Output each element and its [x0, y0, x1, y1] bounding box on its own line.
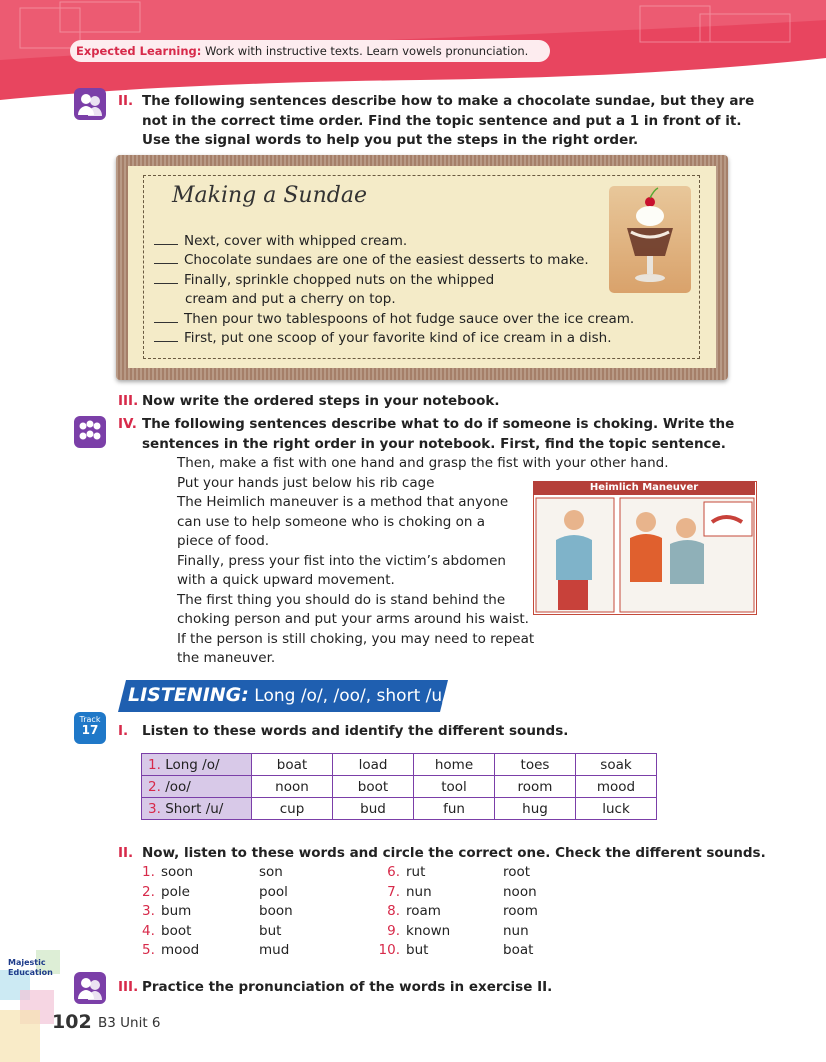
- recipe-step-continued: cream and put a cherry on top.: [185, 291, 396, 307]
- sounds-table: [141, 753, 657, 820]
- answer-blank[interactable]: [154, 232, 178, 245]
- recipe-step-text: Finally, sprinkle chopped nuts on the whipped: [184, 272, 495, 288]
- l1-instructions: Listen to these words and identify the different sounds.: [142, 723, 569, 739]
- table-cell: toes: [495, 754, 576, 776]
- table-cell: mood: [576, 776, 657, 798]
- word-option[interactable]: noon: [503, 883, 537, 900]
- pair-number: 3.: [142, 903, 155, 919]
- row-label-text: Short /u/: [165, 800, 224, 817]
- choking-line: If the person is still choking, you may need to repeat: [177, 630, 535, 647]
- word-option[interactable]: boot: [161, 922, 192, 939]
- answer-blank[interactable]: [154, 329, 178, 342]
- table-cell: noon: [252, 776, 333, 798]
- page-number: 102: [52, 1011, 92, 1033]
- ex2-number: II.: [118, 93, 134, 109]
- table-cell: hug: [495, 798, 576, 820]
- answer-blank[interactable]: [154, 251, 178, 264]
- row-label: [142, 776, 252, 798]
- word-pair: [142, 883, 288, 903]
- word-pair: [142, 863, 283, 883]
- recipe-step: [154, 271, 494, 291]
- row-number: 3.: [148, 800, 161, 817]
- table-row: [142, 776, 657, 798]
- choking-line: the maneuver.: [177, 650, 276, 666]
- word-pair: [142, 922, 282, 942]
- ex4-instructions: [142, 415, 734, 454]
- pair-number: 2.: [142, 883, 155, 900]
- group-work-icon: [74, 416, 106, 448]
- pair-work-icon: [74, 88, 106, 120]
- ex3-number: III.: [118, 393, 139, 409]
- word-option[interactable]: mood: [161, 942, 200, 958]
- l2-number: II.: [118, 845, 134, 861]
- unit-label: B3 Unit 6: [98, 1015, 161, 1031]
- word-option[interactable]: soon: [161, 864, 194, 880]
- publisher-logo: [8, 958, 53, 978]
- pair-number: 5.: [142, 942, 155, 958]
- ex2-line: not in the correct time order. Find the topic sentence and put a 1 in front of it.: [142, 112, 742, 129]
- word-option[interactable]: root: [503, 864, 531, 880]
- choking-line: The Heimlich maneuver is a method that anyone: [177, 494, 509, 510]
- listening-banner: [118, 680, 448, 712]
- word-option[interactable]: son: [259, 864, 283, 880]
- word-option[interactable]: known: [406, 922, 451, 939]
- word-pair: [376, 883, 576, 903]
- choking-line: with a quick upward movement.: [177, 572, 395, 588]
- listening-label: LISTENING:: [128, 684, 249, 706]
- table-row: [142, 798, 657, 820]
- word-pair: [142, 941, 290, 961]
- row-number: 2.: [148, 778, 161, 795]
- pair-work-icon: [74, 972, 106, 1004]
- word-pair: [376, 902, 576, 922]
- recipe-step-text: Chocolate sundaes are one of the easiest desserts to make.: [184, 252, 589, 268]
- word-pair: [376, 941, 576, 961]
- choking-line: can use to help someone who is choking on a: [177, 513, 486, 530]
- l3-instructions: Practice the pronunciation of the words in exercise II.: [142, 979, 553, 995]
- row-label-text: /oo/: [165, 778, 191, 795]
- track-number: 17: [81, 723, 99, 737]
- table-cell: luck: [576, 798, 657, 820]
- heimlich-title: Heimlich Maneuver: [533, 481, 755, 495]
- choking-line: Finally, press your fist into the victim’s abdomen: [177, 552, 506, 569]
- l1-number: I.: [118, 723, 129, 739]
- l2-instructions: Now, listen to these words and circle the correct one. Check the different sounds.: [142, 845, 766, 861]
- word-option[interactable]: boon: [259, 903, 293, 919]
- word-option[interactable]: nun: [406, 883, 432, 900]
- audio-track-icon[interactable]: [74, 712, 106, 744]
- row-label-text: Long /o/: [165, 756, 220, 773]
- word-option[interactable]: rut: [406, 864, 426, 880]
- word-pair: [376, 922, 576, 942]
- recipe-step-text: First, put one scoop of your favorite kind of ice cream in a dish.: [184, 330, 612, 346]
- pair-number: 9.: [387, 922, 400, 939]
- pair-number: 10.: [378, 942, 400, 958]
- table-cell: soak: [576, 754, 657, 776]
- answer-blank[interactable]: [154, 310, 178, 323]
- table-row: [142, 754, 657, 776]
- sundae-photo: [609, 186, 691, 293]
- choking-line: The first thing you should do is stand behind the: [177, 591, 506, 608]
- decorative-corner: [0, 930, 70, 1062]
- word-option[interactable]: pool: [259, 883, 288, 900]
- ex4-number: IV.: [118, 416, 137, 432]
- word-option[interactable]: roam: [406, 903, 441, 919]
- ex2-instructions: [142, 92, 754, 151]
- table-cell: boot: [333, 776, 414, 798]
- word-option[interactable]: mud: [259, 942, 290, 958]
- choking-line: Then, make a fist with one hand and grasp the fist with your other hand.: [177, 455, 669, 471]
- table-cell: cup: [252, 798, 333, 820]
- table-cell: load: [333, 754, 414, 776]
- expected-label: Expected Learning:: [76, 44, 202, 58]
- listening-topic: Long /o/, /oo/, short /u/: [254, 686, 448, 706]
- choking-line: Put your hands just below his rib cage: [177, 474, 435, 491]
- expected-text: Work with instructive texts. Learn vowels pronunciation.: [205, 44, 529, 58]
- pair-number: 6.: [387, 864, 400, 880]
- word-option[interactable]: nun: [503, 922, 529, 939]
- ex2-line: The following sentences describe how to make a chocolate sundae, but they are: [142, 93, 755, 109]
- word-pair: [142, 902, 293, 922]
- ex4-line: The following sentences describe what to do if someone is choking. Write the: [142, 416, 735, 432]
- table-cell: bud: [333, 798, 414, 820]
- pair-number: 7.: [387, 883, 400, 900]
- word-option[interactable]: but: [406, 942, 429, 958]
- word-option[interactable]: room: [503, 903, 538, 919]
- word-option[interactable]: boat: [503, 942, 534, 958]
- recipe-step: [154, 251, 589, 271]
- recipe-step: [154, 232, 407, 252]
- word-option[interactable]: pole: [161, 883, 190, 900]
- recipe-step: [154, 310, 634, 330]
- recipe-title: Making a Sundae: [172, 183, 367, 208]
- pair-number: 4.: [142, 922, 155, 939]
- track-label: Track: [79, 715, 101, 724]
- pair-number: 8.: [387, 903, 400, 919]
- table-cell: fun: [414, 798, 495, 820]
- recipe-step: [154, 329, 612, 349]
- table-cell: room: [495, 776, 576, 798]
- choking-line: choking person and put your arms around his waist.: [177, 611, 529, 627]
- pair-number: 1.: [142, 864, 155, 880]
- word-pairs-right: [376, 863, 576, 961]
- ex4-line: sentences in the right order in your notebook. First, find the topic sentence.: [142, 435, 726, 452]
- choking-line: piece of food.: [177, 533, 270, 549]
- row-label: [142, 798, 252, 820]
- l3-number: III.: [118, 979, 139, 995]
- ex3-instructions: Now write the ordered steps in your notebook.: [142, 393, 500, 409]
- word-option[interactable]: but: [259, 922, 282, 939]
- recipe-step-text: Then pour two tablespoons of hot fudge sauce over the ice cream.: [184, 311, 635, 327]
- brand-line: Education: [8, 968, 53, 977]
- heimlich-illustration: [533, 481, 757, 615]
- brand-line: Majestic: [8, 958, 46, 967]
- ex2-line: Use the signal words to help you put the steps in the right order.: [142, 132, 639, 148]
- recipe-step-text: Next, cover with whipped cream.: [184, 233, 408, 249]
- row-number: 1.: [148, 756, 161, 773]
- row-label: [142, 754, 252, 776]
- word-pairs-left: [142, 863, 293, 961]
- table-cell: home: [414, 754, 495, 776]
- answer-blank[interactable]: [154, 271, 178, 284]
- word-option[interactable]: bum: [161, 903, 192, 919]
- word-pair: [376, 863, 576, 883]
- table-cell: boat: [252, 754, 333, 776]
- table-cell: tool: [414, 776, 495, 798]
- expected-learning: [70, 40, 550, 62]
